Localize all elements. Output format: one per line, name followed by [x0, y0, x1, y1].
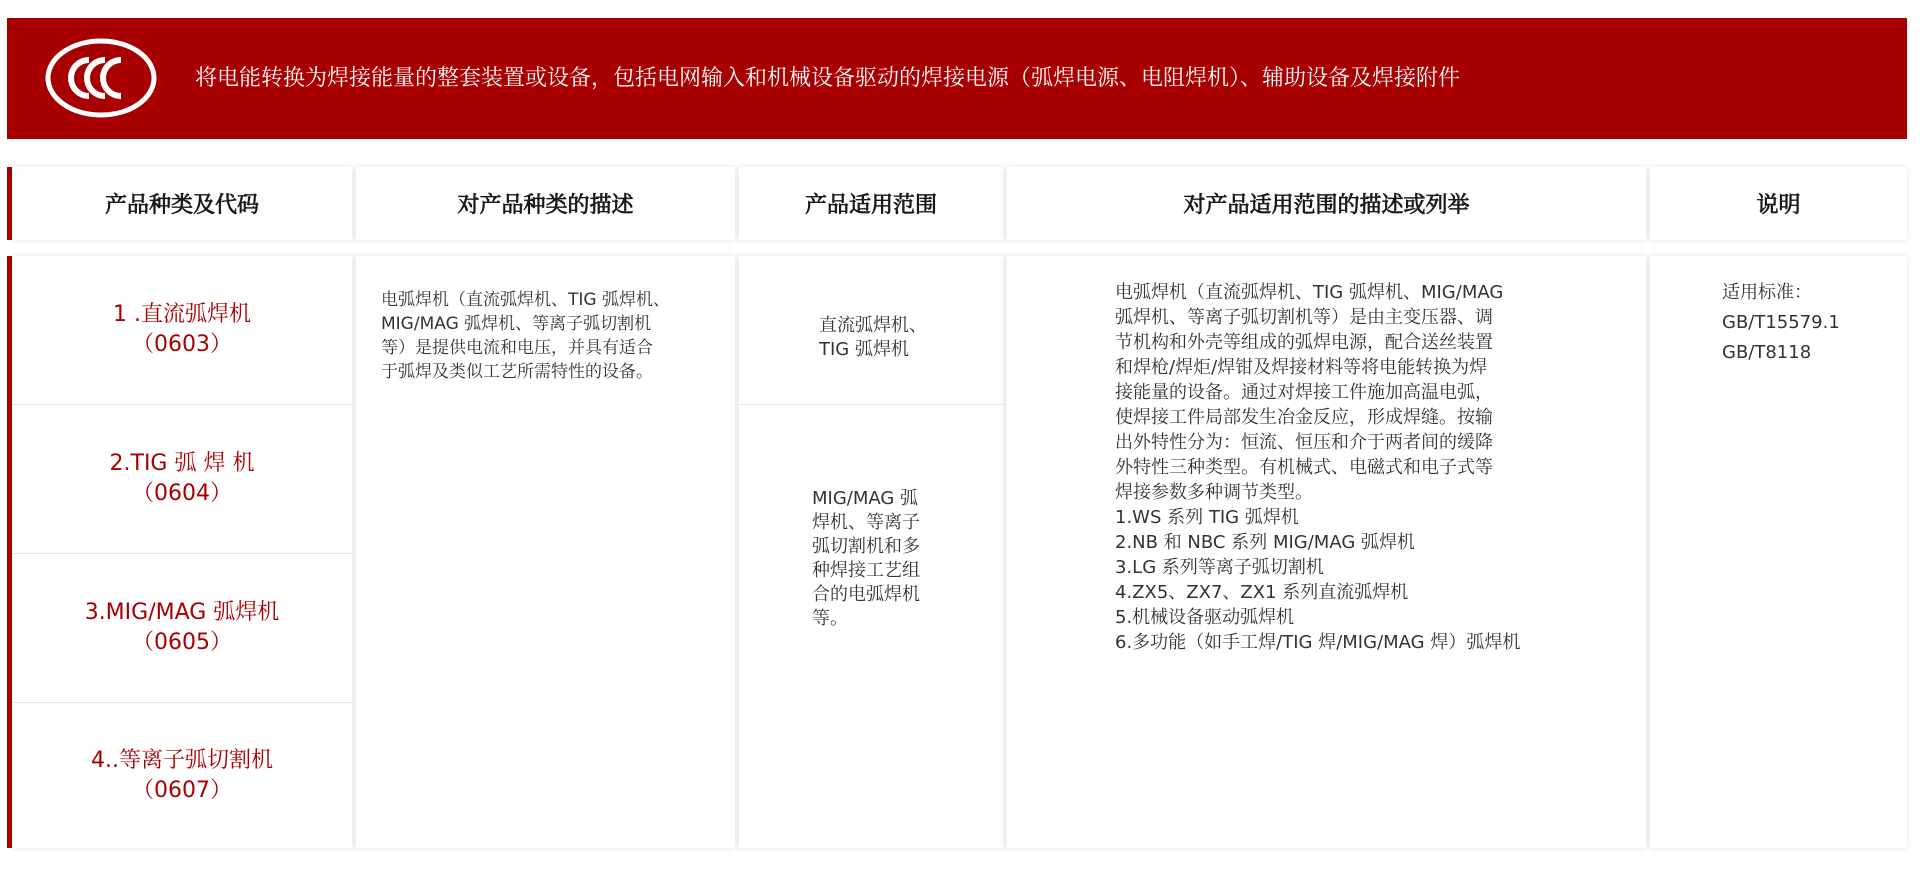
- category-cell: [12, 554, 352, 702]
- category-name: 3.MIG/MAG 弧焊机: [84, 600, 280, 625]
- category-code: （0607）: [132, 777, 232, 803]
- category-name: 4..等离子弧切割机: [91, 747, 273, 773]
- scope-description-column: [1007, 256, 1646, 848]
- category-cell: [12, 405, 352, 553]
- banner-description: 将电能转换为焊接能量的整套装置或设备，包括电网输入和机械设备驱动的焊接电源（弧焊电源、电阻焊机）、辅助设备及焊接附件: [195, 66, 1461, 91]
- category-description-column: [356, 256, 735, 848]
- scope-column: [739, 256, 1003, 848]
- category-name: 2.TIG 弧 焊 机: [109, 451, 255, 476]
- category-description-text: 电弧焊机（直流弧焊机、TIG 弧焊机、 MIG/MAG 弧焊机、等离子弧切割机 等）是提供电流和电压，并具有适合 于弧焊及类似工艺所需特性的设备。: [381, 290, 670, 382]
- row-divider: [739, 404, 1003, 405]
- category-code: （0605）: [132, 630, 232, 655]
- category-cell: [12, 256, 352, 404]
- scope-text: 直流弧焊机、 TIG 弧焊机: [819, 315, 927, 360]
- category-column: [12, 256, 352, 848]
- category-cell: [12, 703, 352, 848]
- header-notes: 说明: [1650, 167, 1907, 240]
- header-scope-description: 对产品适用范围的描述或列举: [1007, 167, 1646, 240]
- category-code: （0603）: [132, 332, 232, 357]
- scope-text: MIG/MAG 弧 焊机、等离子 弧切割机和多 种焊接工艺组 合的电弧焊机 等。: [812, 488, 920, 629]
- category-code: （0604）: [132, 481, 232, 506]
- scope-description-text: 电弧焊机（直流弧焊机、TIG 弧焊机、MIG/MAG 弧焊机、等离子弧切割机等）是由主变压器、调 节机构和外壳等组成的弧焊电源，配合送丝装置 和焊枪/焊炬/焊钳及焊接材料等将电能转换为焊 接能量的设备。通过对焊接工件施加高温电弧， 使焊接工件局部发生冶金反应，形成焊缝。按输 出外特性分为：恒流、恒压和介于两者间的缓降 外特性三种类型。有机械式、电磁式和电子式等 焊接参数多种调节类型。 1.WS 系列 TIG 弧焊机 2.NB 和 NBC 系列 MIG/MAG 弧焊机 3.LG 系列等离子弧切割机 4.ZX5、ZX7、ZX1 系列直流弧焊机 5.机械设备驱动弧焊机 6.多功能（如手工焊/TIG 焊/MIG/MAG 焊）弧焊机: [1115, 282, 1521, 653]
- header-banner: [7, 18, 1907, 139]
- header-category-code: 产品种类及代码: [12, 167, 352, 240]
- notes-text: 适用标准： GB/T15579.1 GB/T8118: [1722, 282, 1840, 363]
- ccc-logo-icon: [45, 38, 157, 118]
- notes-column: [1650, 256, 1907, 848]
- header-category-description: 对产品种类的描述: [356, 167, 735, 240]
- header-scope: 产品适用范围: [739, 167, 1003, 240]
- category-name: 1 .直流弧焊机: [113, 302, 251, 327]
